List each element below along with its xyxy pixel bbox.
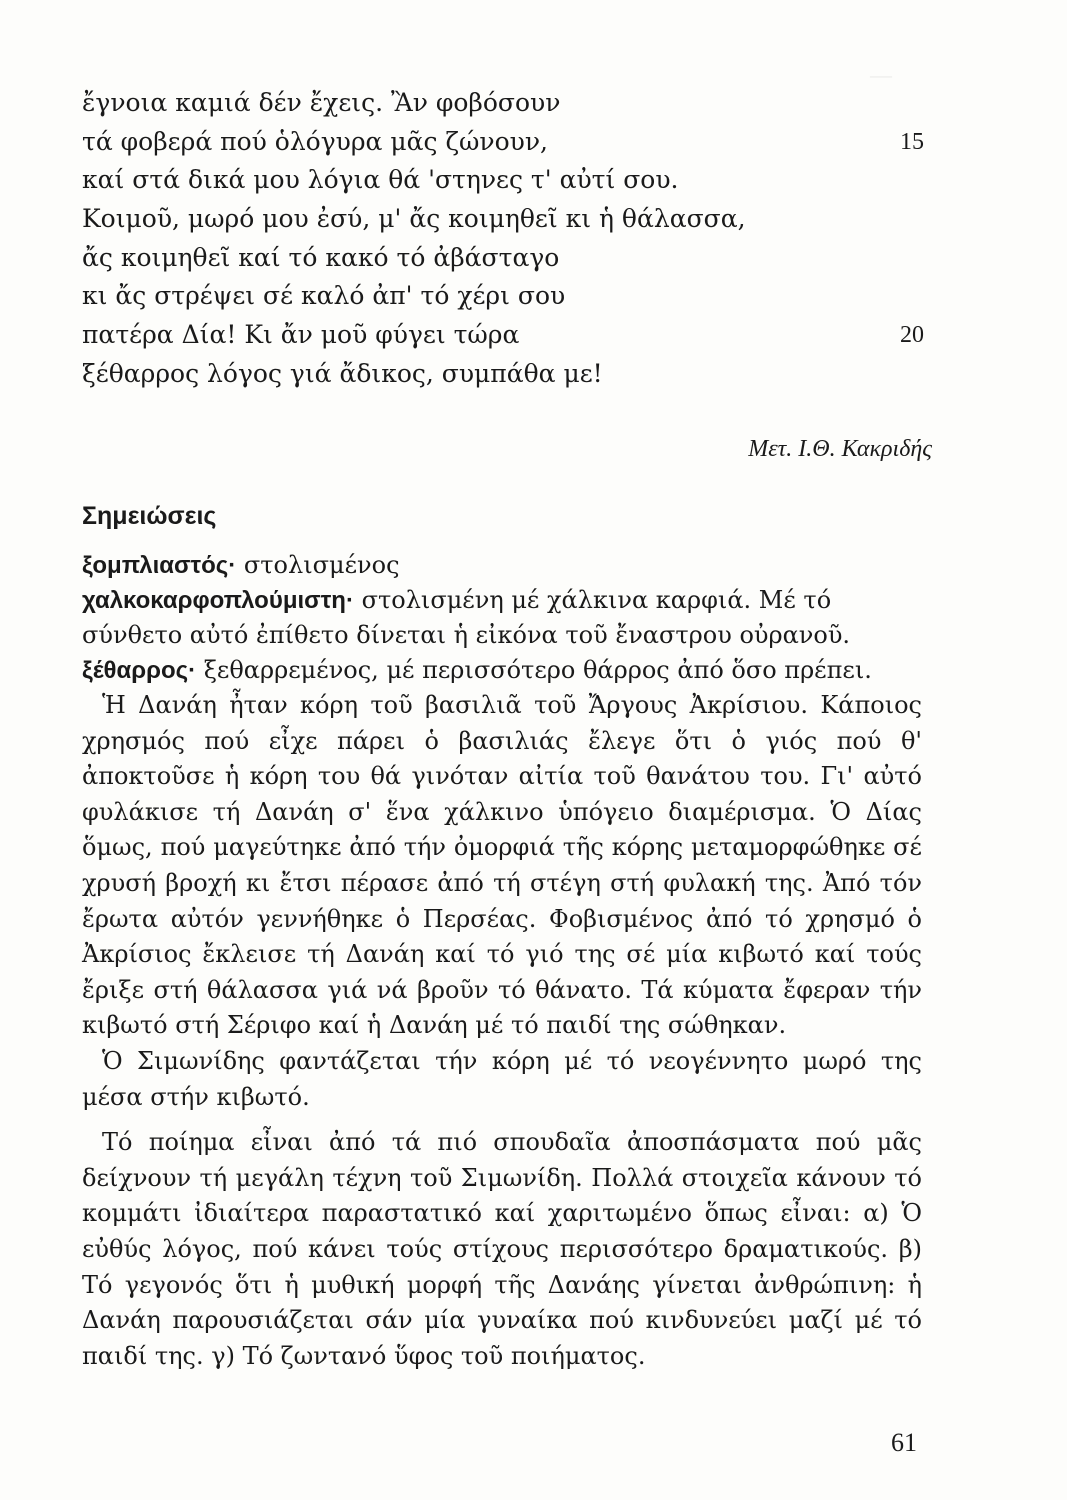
line-number: 20	[900, 322, 924, 349]
glossary-entry	[82, 548, 922, 583]
poem-line: τά φοβερά πού ὁλόγυρα μᾶς ζώνουν, 15	[82, 123, 942, 162]
glossary-entry	[82, 583, 922, 653]
poem-line: κι ἄς στρέψει σέ καλό ἀπ' τό χέρι σου	[82, 281, 566, 311]
glossary-entry	[82, 653, 922, 688]
glossary-definition: ξεθαρρεμένος, μέ περισσότερο θάρρος ἀπό ὅσο πρέπει.	[196, 656, 872, 684]
glossary-term: χαλκοκαρφοπλούμιστη·	[82, 587, 354, 614]
glossary-term: ξομπλιαστός·	[82, 552, 237, 579]
translator-credit: Μετ. Ι.Θ. Κακριδής	[748, 436, 932, 462]
notes-heading: Σημειώσεις	[82, 502, 217, 530]
glossary-term: ξέθαρρος·	[82, 657, 197, 684]
page-number: 61	[891, 1428, 917, 1457]
poem-excerpt	[82, 84, 942, 394]
poem-line: ἔγνοια καμιά δέν ἔχεις. Ἂν φοβόσουν	[82, 88, 561, 117]
glossary-definition: στολισμένη μέ χάλκινα καρφιά. Μέ τό σύνθετο αὐτό ἐπίθετο δίνεται ἡ εἰκόνα τοῦ ἔναστρου οὐρανοῦ.	[82, 586, 851, 649]
line-number: 15	[900, 128, 924, 155]
poem-line: Κοιμοῦ, μωρό μου ἐσύ, μ' ἄς κοιμηθεῖ κι ἡ θάλασσα,	[82, 204, 746, 234]
body-paragraph: Τό ποίημα εἶναι ἀπό τά πιό σπουδαῖα ἀποσπάσματα πού μᾶς δείχνουν τή μεγάλη τέχνη τοῦ Σιμωνίδη. Πολλά στοιχεῖα κάνουν τό κομμάτι ἰδιαίτερα παραστατικό καί χαριτωμένο ὅπως εἶναι: α) Ὁ εὐθύς λόγος, πού κάνει τούς στίχους περισσότερο δραματικούς. β) Τό γεγονός ὅτι ἡ μυθική μορφή τῆς Δανάης γίνεται ἀνθρώπινη: ἡ Δανάη παρουσιάζεται σάν μία γυναίκα πού κινδυνεύει μαζί μέ τό παιδί της. γ) Τό ζωντανό ὕφος τοῦ ποιήματος.	[82, 1128, 922, 1370]
poem-line: ἄς κοιμηθεῖ καί τό κακό τό ἀβάσταγο	[82, 242, 560, 272]
body-paragraph: Ὁ Σιμωνίδης φαντάζεται τήν κόρη μέ τό νεογέννητο μωρό της μέσα στήν κιβωτό.	[82, 1046, 922, 1111]
body-paragraph: Ἡ Δανάη ἦταν κόρη τοῦ βασιλιᾶ τοῦ Ἄργους Ἀκρίσιου. Κάποιος χρησμός πού εἶχε πάρει ὁ βασιλιάς ἔλεγε ὅτι ὁ γιός πού θ' ἀποκτοῦσε ἡ κόρη του θά γινόταν αἰτία τοῦ θανάτου του. Γι' αὐτό φυλάκισε τή Δανάη σ' ἕνα χάλκινο ὑπόγειο διαμέρισμα. Ὁ Δίας ὅμως, πού μαγεύτηκε ἀπό τήν ὀμορφιά τῆς κόρης μεταμορφώθηκε σέ χρυσή βροχή κι ἔτσι πέρασε ἀπό τή στέγη στή φυλακή της. Ἀπό τόν ἔρωτα αὐτόν γεννήθηκε ὁ Περσέας. Φοβισμένος ἀπό τό χρησμό ὁ Ἀκρίσιος ἔκλεισε τή Δανάη καί τό γιό της σέ μία κιβωτό καί τούς ἔριξε στή θάλασσα γιά νά βροῦν τό θάνατο. Τά κύματα ἔφεραν τήν κιβωτό στή Σέριφο καί ἡ Δανάη μέ τό παιδί της σώθηκαν.	[82, 691, 922, 1040]
poem-line: πατέρα Δία! Κι ἄν μοῦ φύγει τώρα 20	[82, 316, 942, 355]
glossary-definition: στολισμένος	[236, 551, 400, 579]
notes-section	[82, 548, 922, 1374]
poem-line: ξέθαρρος λόγος γιά ἄδικος, συμπάθα με!	[82, 358, 603, 388]
bleed-through-heading: —	[870, 62, 892, 87]
poem-line: καί στά δικά μου λόγια θά 'στηνες τ' αὐτί σου.	[82, 165, 679, 195]
